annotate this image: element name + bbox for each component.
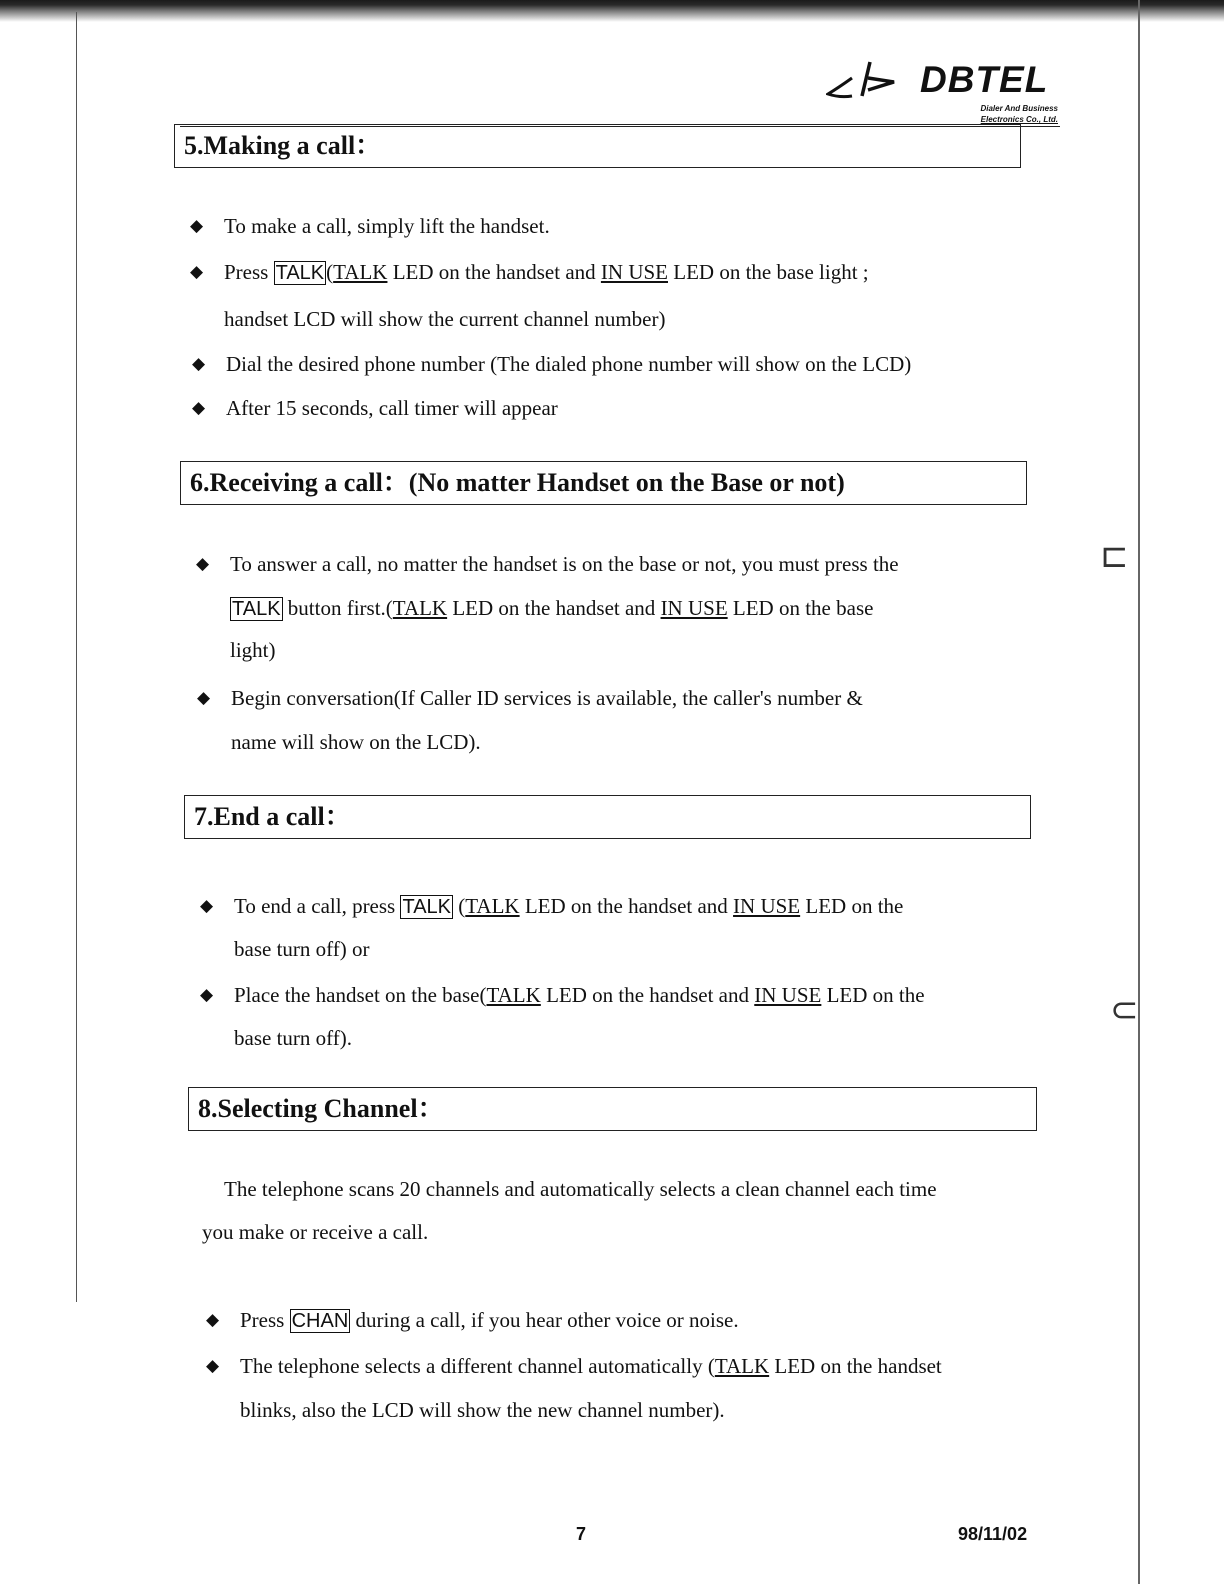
list-item: ◆ Begin conversation(If Caller ID services is available, the caller's number & <box>231 676 863 720</box>
hole-punch-mark-icon: ⊂ <box>1110 990 1139 1030</box>
list-item-continuation: name will show on the LCD). <box>231 730 481 754</box>
scan-edge-left <box>76 12 77 1302</box>
list-item: ◆ To make a call, simply lift the handset. <box>224 204 550 248</box>
list-item: ◆ The telephone selects a different channel automatically (TALK LED on the handset <box>240 1344 942 1388</box>
list-item-continuation: handset LCD will show the current channel number) <box>224 307 666 331</box>
diamond-bullet-icon: ◆ <box>192 354 206 373</box>
section-heading-receiving-call: 6.Receiving a call：(No matter Handset on the Base or not) <box>180 461 1027 505</box>
page-number: 7 <box>576 1524 587 1544</box>
in-use-led-label: IN USE <box>660 596 728 620</box>
list-item: ◆ Press CHAN during a call, if you hear other voice or noise. <box>240 1298 739 1343</box>
list-item: ◆ Dial the desired phone number (The dialed phone number will show on the LCD) <box>226 342 911 386</box>
list-item: ◆ To answer a call, no matter the handset is on the base or not, you must press the <box>230 542 899 586</box>
list-item: ◆ To end a call, press TALK (TALK LED on the handset and IN USE LED on the <box>234 884 903 929</box>
dbtel-swoosh-icon <box>826 58 916 104</box>
scan-edge-top <box>0 0 1224 22</box>
section-heading-selecting-channel: 8.Selecting Channel： <box>188 1087 1037 1131</box>
list-item-continuation: base turn off) or <box>234 937 370 961</box>
diamond-bullet-icon: ◆ <box>197 688 211 707</box>
section-heading-making-call: 5.Making a call： <box>174 124 1021 168</box>
scan-edge-right <box>1138 0 1140 1584</box>
diamond-bullet-icon: ◆ <box>200 896 214 915</box>
talk-key-label: TALK <box>402 896 452 918</box>
talk-led-label: TALK <box>714 1354 770 1378</box>
talk-key-label: TALK <box>232 598 281 620</box>
body-paragraph: The telephone scans 20 channels and automatically selects a clean channel each time <box>224 1177 937 1201</box>
hole-punch-mark-icon: ⊏ <box>1100 536 1129 576</box>
list-item-continuation: light) <box>230 638 276 662</box>
talk-led-label: TALK <box>486 983 541 1007</box>
diamond-bullet-icon: ◆ <box>190 262 204 281</box>
footer-date: 98/11/02 <box>958 1524 1028 1544</box>
list-item: ◆ Place the handset on the base(TALK LED on the handset and IN USE LED on the <box>234 973 925 1017</box>
section-heading-end-call: 7.End a call： <box>184 795 1031 839</box>
diamond-bullet-icon: ◆ <box>192 398 206 417</box>
diamond-bullet-icon: ◆ <box>200 985 214 1004</box>
diamond-bullet-icon: ◆ <box>206 1356 220 1375</box>
talk-led-label: TALK <box>465 894 520 918</box>
body-paragraph: you make or receive a call. <box>202 1220 429 1244</box>
diamond-bullet-icon: ◆ <box>196 554 210 573</box>
logo-subtitle: Electronics Co., Ltd. <box>980 115 1058 124</box>
list-item-continuation: TALK button first.(TALK LED on the handset and IN USE LED on the base <box>232 596 874 620</box>
logo-wordmark: DBTEL <box>920 59 1049 100</box>
in-use-led-label: IN USE <box>754 983 822 1007</box>
diamond-bullet-icon: ◆ <box>190 216 204 235</box>
talk-led-label: TALK <box>392 596 448 620</box>
diamond-bullet-icon: ◆ <box>206 1310 220 1329</box>
logo-subtitle: Dialer And Business <box>980 104 1058 113</box>
in-use-led-label: IN USE <box>733 894 801 918</box>
list-item-continuation: base turn off). <box>234 1026 352 1050</box>
chan-key-label: CHAN <box>291 1310 349 1332</box>
talk-led-label: TALK <box>333 260 388 284</box>
talk-key-label: TALK <box>275 262 325 284</box>
in-use-led-label: IN USE <box>600 260 668 284</box>
list-item: ◆ After 15 seconds, call timer will appear <box>226 386 558 430</box>
list-item-continuation: blinks, also the LCD will show the new channel number). <box>240 1398 725 1422</box>
list-item: ◆ Press TALK(TALK LED on the handset and IN USE LED on the base light ; <box>224 250 869 295</box>
